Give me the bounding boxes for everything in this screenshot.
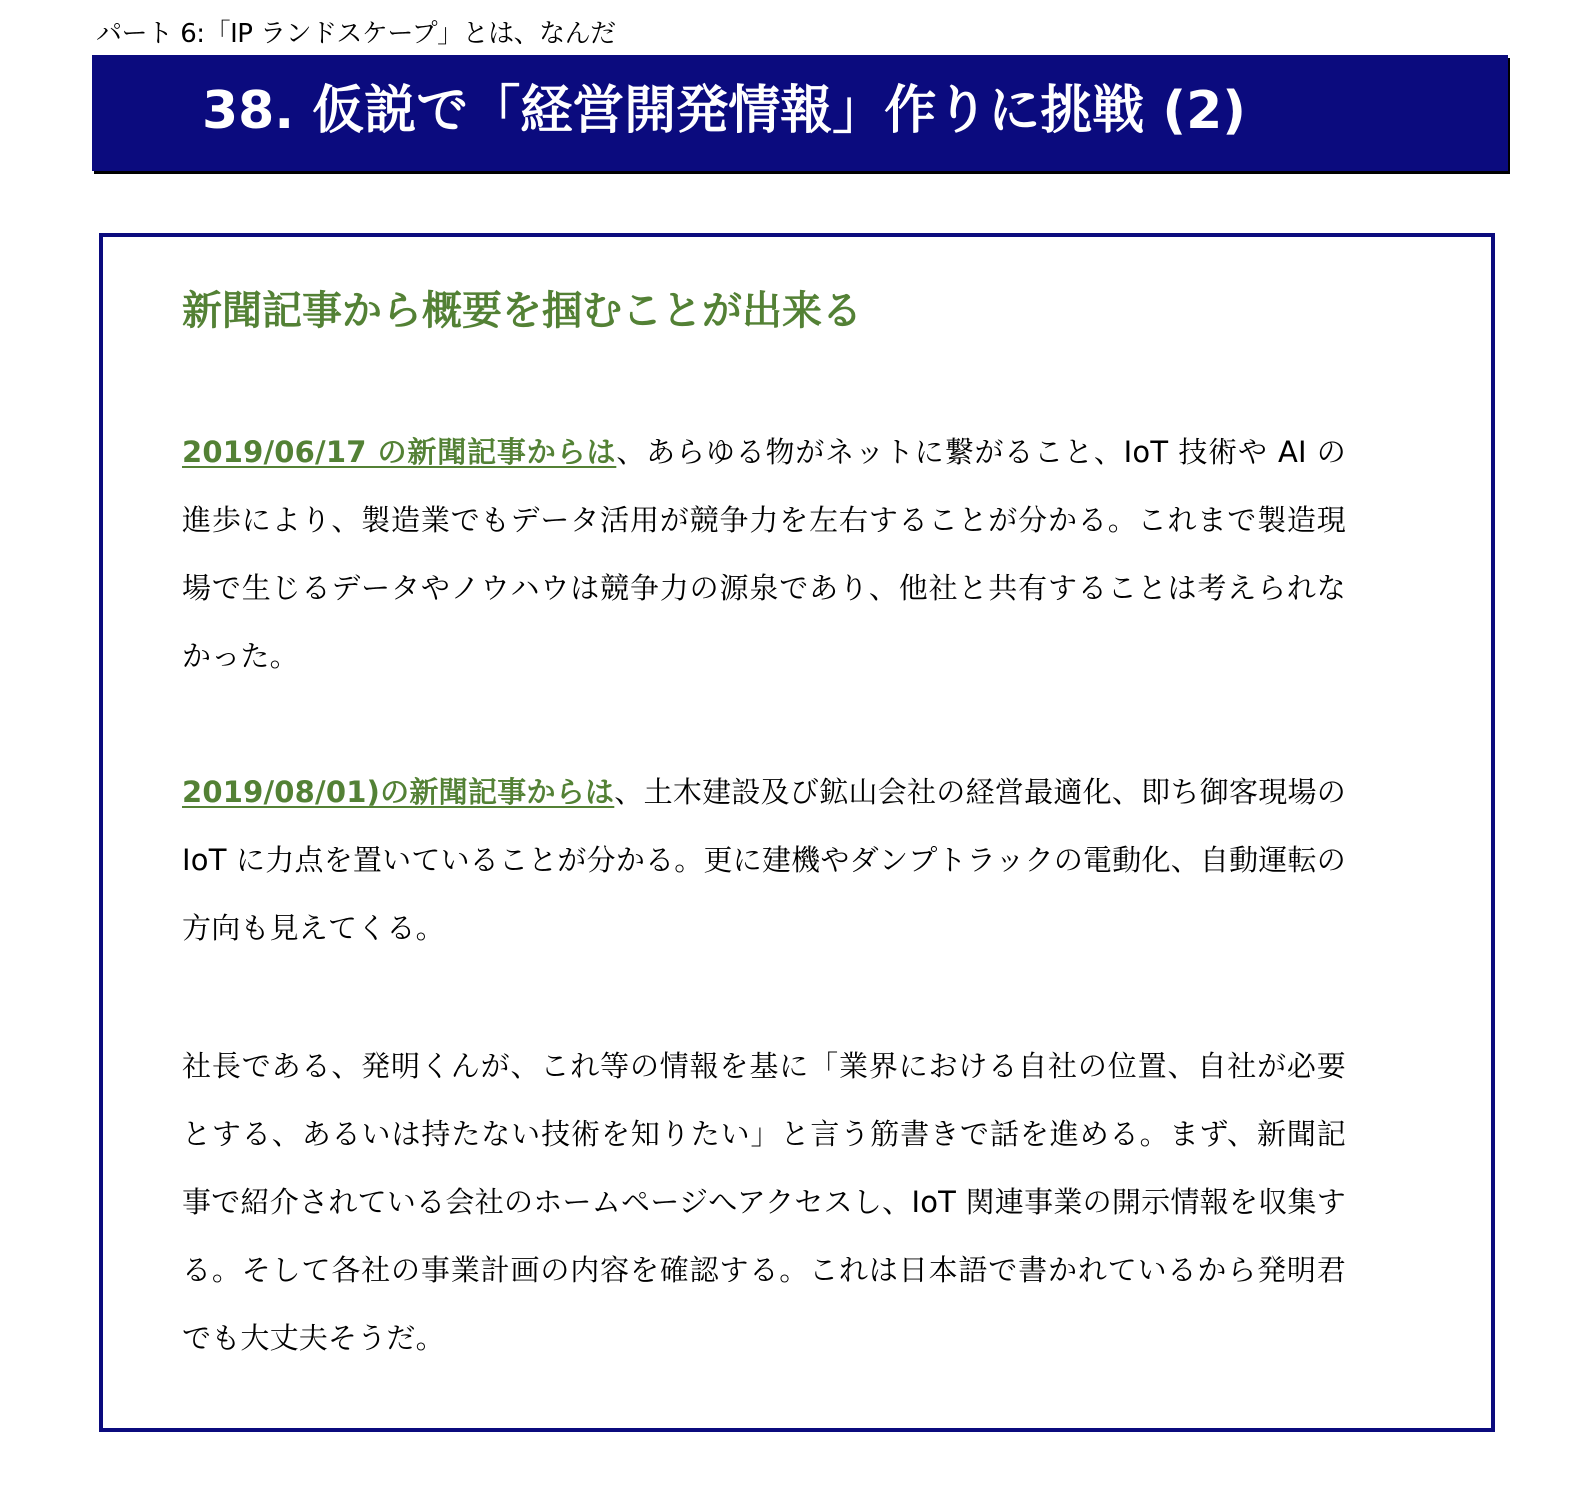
paragraph-2-body: 、土木建設及び鉱山会社の経営最適化、即ち御客現場の IoT に力点を置いていることが分かる。更に建機やダンプトラックの電動化、自動運転の方向も見えてくる。 (182, 775, 1346, 945)
paragraph-3 (182, 1032, 1346, 1372)
paragraph-2 (182, 758, 1346, 962)
paragraph-1-body: 、あらゆる物がネットに繋がること、IoT 技術や AI の進歩により、製造業でもデータ活用が競争力を左右することが分かる。これまで製造現場で生じるデータやノウハウは競争力の源泉であり、他社と共有することは考えられなかった。 (182, 435, 1346, 673)
paragraph-1-lead: 2019/06/17 の新聞記事からは (182, 435, 617, 469)
paragraph-1 (182, 418, 1346, 690)
paragraph-3-body: 社長である、発明くんが、これ等の情報を基に「業界における自社の位置、自社が必要とする、あるいは持たない技術を知りたい」と言う筋書きで話を進める。まず、新聞記事で紹介されている会社のホームページへアクセスし、IoT 関連事業の開示情報を収集する。そして各社の事業計画の内容を確認する。これは日本語で書かれているから発明君でも大丈夫そうだ。 (182, 1049, 1346, 1355)
page-title: 38. 仮説で「経営開発情報」作りに挑戦 (2) (202, 81, 1247, 141)
paragraph-2-lead: 2019/08/01)の新聞記事からは (182, 775, 615, 809)
part-label: パート 6:「IP ランドスケープ」とは、なんだ (96, 19, 616, 49)
section-heading: 新聞記事から概要を掴むことが出来る (182, 288, 862, 334)
title-banner (92, 55, 1508, 171)
